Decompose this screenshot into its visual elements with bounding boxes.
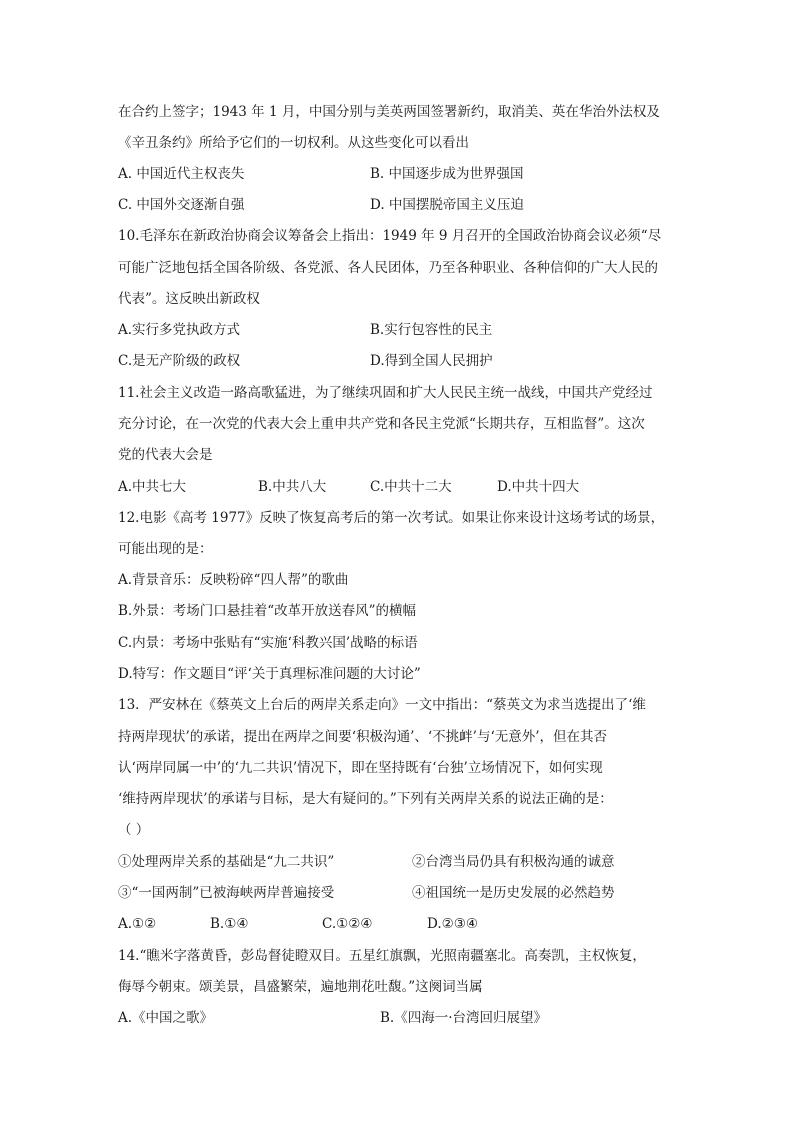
q13-stem-line: ‘维持两岸现状’的承诺与目标，是大有疑问的。”下列有关两岸关系的说法正确的是：	[118, 791, 613, 807]
q12-option-b: B.外景：考场门口悬挂着“改革开放送春风”的横幅	[118, 603, 417, 619]
q13-option-a: A.①②	[118, 916, 157, 932]
q10-option-d: D.得到全国人民拥护	[370, 353, 493, 369]
q13-option-d: D.②③④	[427, 916, 478, 932]
q12-option-d: D.特写：作文题目“评‘关于真理标准问题的大讨论”	[118, 666, 421, 682]
q13-statement-3: ③“一国两制”已被海峡两岸普遍接受	[118, 885, 335, 901]
q13-statement-4: ④祖国统一是历史发展的必然趋势	[412, 885, 615, 901]
q11-option-b: B.中共八大	[258, 479, 327, 495]
q13-option-b: B.①④	[210, 916, 249, 932]
q11-stem-line: 党的代表大会是	[118, 447, 213, 463]
q14-option-a: A.《中国之歌》	[118, 1010, 214, 1026]
q12-option-c: C.内景：考场中张贴有“实施‘科教兴国’战略的标语	[118, 635, 418, 651]
q12-stem-line: 可能出现的是：	[118, 541, 213, 557]
q13-statement-2: ②台湾当局仍具有积极沟通的诚意	[412, 854, 615, 870]
q14-option-b: B.《四海一·台湾回归展望》	[380, 1010, 548, 1026]
q9-option-c: C. 中国外交逐渐自强	[118, 197, 245, 213]
q13-option-c: C.①②④	[322, 916, 373, 932]
q13-answer-blank: （ ）	[118, 822, 150, 838]
q9-option-b: B. 中国逐步成为世界强国	[370, 166, 524, 182]
q11-option-a: A.中共七大	[118, 479, 187, 495]
q10-option-b: B.实行包容性的民主	[370, 322, 493, 338]
q13-stem-line: 持两岸现状’的承诺，提出在两岸之间要‘积极沟通’、‘不挑衅’与‘无意外’，但在其否	[118, 729, 608, 745]
q12-stem-line: 12.电影《高考 1977》反映了恢复高考后的第一次考试。如果让你来设计这场考试的场景，	[118, 510, 665, 526]
q10-option-c: C.是无产阶级的政权	[118, 353, 241, 369]
q11-option-c: C.中共十二大	[370, 479, 452, 495]
q12-option-a: A.背景音乐：反映粉碎“四人帮”的歌曲	[118, 572, 349, 588]
q9-option-a: A. 中国近代主权丧失	[118, 166, 245, 182]
q13-statement-1: ①处理两岸关系的基础是“九二共识”	[118, 854, 335, 870]
q14-stem-line: 14.“瞧米字落黄昏，彭岛督徒瞪双目。五星红旗飘，光照南疆塞北。高奏凯，主权恢复，	[118, 948, 646, 964]
q10-stem-line: 10.毛泽东在新政治协商会议筹备会上指出：1949 年 9 月召开的全国政治协商会议必须“尽	[118, 228, 662, 244]
q13-stem-line: 认‘两岸同属一中’的‘九二共识’情况下，即在坚持既有‘台独’立场情况下，如何实现	[118, 760, 603, 776]
q9-stem-line: 在合约上签字；1943 年 1 月，中国分别与美英两国签署新约，取消美、英在华治外法权及	[118, 104, 660, 120]
q9-option-d: D. 中国摆脱帝国主义压迫	[370, 197, 524, 213]
q11-stem-line: 11.社会主义改造一路高歌猛进，为了继续巩固和扩大人民民主统一战线，中国共产党经过	[118, 385, 653, 401]
q14-stem-line: 侮辱今朝束。颂美景，昌盛繁荣，遍地荆花吐馥。”这阕词当属	[118, 979, 483, 995]
q10-option-a: A.实行多党执政方式	[118, 322, 241, 338]
q9-stem-line: 《辛丑条约》所给予它们的一切权利。从这些变化可以看出	[118, 135, 469, 151]
q11-option-d: D.中共十四大	[497, 479, 580, 495]
q10-stem-line: 代表”。这反映出新政权	[118, 291, 260, 307]
q13-stem-line: 13．严安林在《蔡英文上台后的两岸关系走向》一文中指出：“蔡英文为求当选提出了‘维	[118, 697, 646, 713]
q10-stem-line: 可能广泛地包括全国各阶级、各党派、各人民团体，乃至各种职业、各种信仰的广大人民的	[118, 260, 658, 276]
q11-stem-line: 充分讨论，在一次党的代表大会上重申共产党和各民主党派“长期共存，互相监督”。这次	[118, 416, 645, 432]
